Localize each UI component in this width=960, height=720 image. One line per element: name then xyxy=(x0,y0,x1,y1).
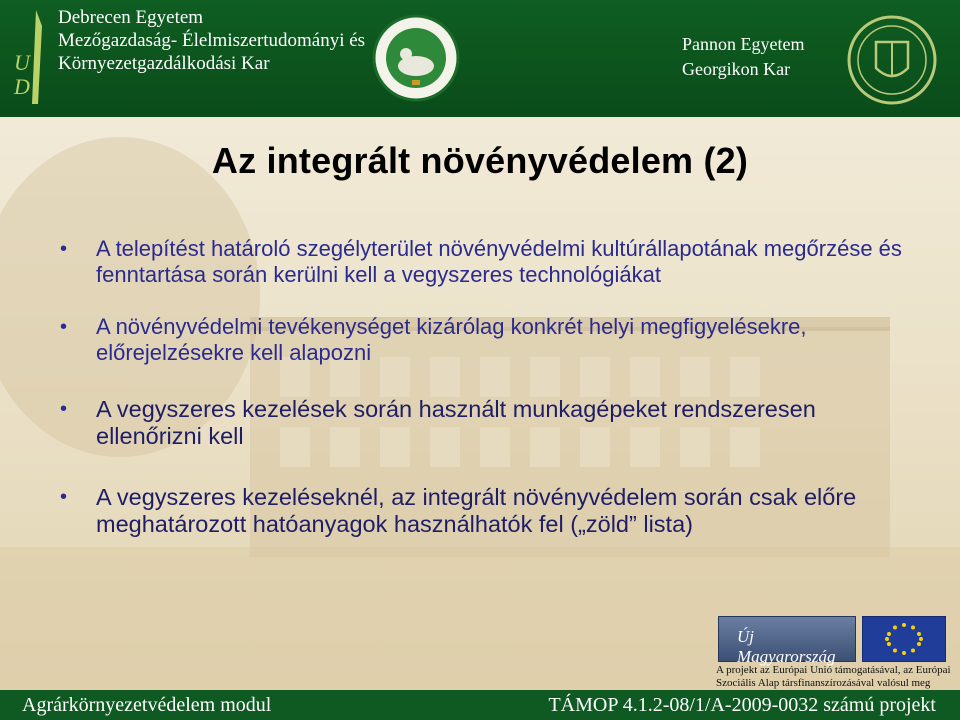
left-institution-line: Mezőgazdaság- Élelmiszertudományi és xyxy=(58,30,366,51)
list-item xyxy=(60,396,920,450)
bullet-dot-icon: • xyxy=(60,486,68,508)
list-item xyxy=(60,314,920,366)
right-institution-line: Georgikon Kar xyxy=(682,59,791,79)
eu-funding-note: A projekt az Európai Unió támogatásával, az Európai Szociális Alap társfinanszírozásával valósul meg xyxy=(716,664,951,689)
left-institution-name xyxy=(58,6,365,75)
bullet-text: A növényvédelmi tevékenységet kizárólag konkrét helyi megfigyelésekre, előrejelzésekre kell alapozni xyxy=(96,314,807,365)
bullet-text: A telepítést határoló szegélyterület növényvédelmi kultúrállapotának megőrzése és fenntartása során kerülni kell a vegyszeres technológiákat xyxy=(96,236,902,287)
ud-logo-icon xyxy=(8,8,54,112)
new-hungary-label: Új Magyarország xyxy=(737,627,836,666)
svg-text:D: D xyxy=(14,74,30,99)
slide-title: Az integrált növényvédelem (2) xyxy=(211,140,749,181)
bullet-text: A vegyszeres kezelések során használt munkagépeket rendszeresen ellenőrizni kell xyxy=(96,396,816,449)
list-item xyxy=(60,484,920,538)
eu-flag-icon xyxy=(862,616,946,662)
project-code: TÁMOP 4.1.2-08/1/A-2009-0032 számú projekt xyxy=(548,694,936,716)
svg-text:U: U xyxy=(14,50,30,75)
left-institution-line: Környezetgazdálkodási Kar xyxy=(58,53,270,74)
header-band xyxy=(0,0,960,117)
funding-badge xyxy=(718,616,944,666)
left-institution-line: Debrecen Egyetem xyxy=(58,7,204,28)
bullet-list xyxy=(60,236,920,538)
bullet-dot-icon: • xyxy=(60,238,68,260)
bullet-dot-icon: • xyxy=(60,316,68,338)
list-item xyxy=(60,236,920,288)
university-crest-icon xyxy=(846,14,938,106)
bullet-text: A vegyszeres kezeléseknél, az integrált növényvédelem során csak előre meghatározott hatóanyagok használhatók fel („zöld” lista) xyxy=(96,484,857,537)
footer-bar xyxy=(0,690,960,720)
right-institution-line: Pannon Egyetem xyxy=(682,34,805,54)
university-seal-icon xyxy=(372,14,460,102)
right-institution-name xyxy=(682,32,804,82)
new-hungary-logo xyxy=(718,616,856,666)
bullet-dot-icon: • xyxy=(60,398,68,420)
module-name: Agrárkörnyezetvédelem modul xyxy=(22,694,272,716)
